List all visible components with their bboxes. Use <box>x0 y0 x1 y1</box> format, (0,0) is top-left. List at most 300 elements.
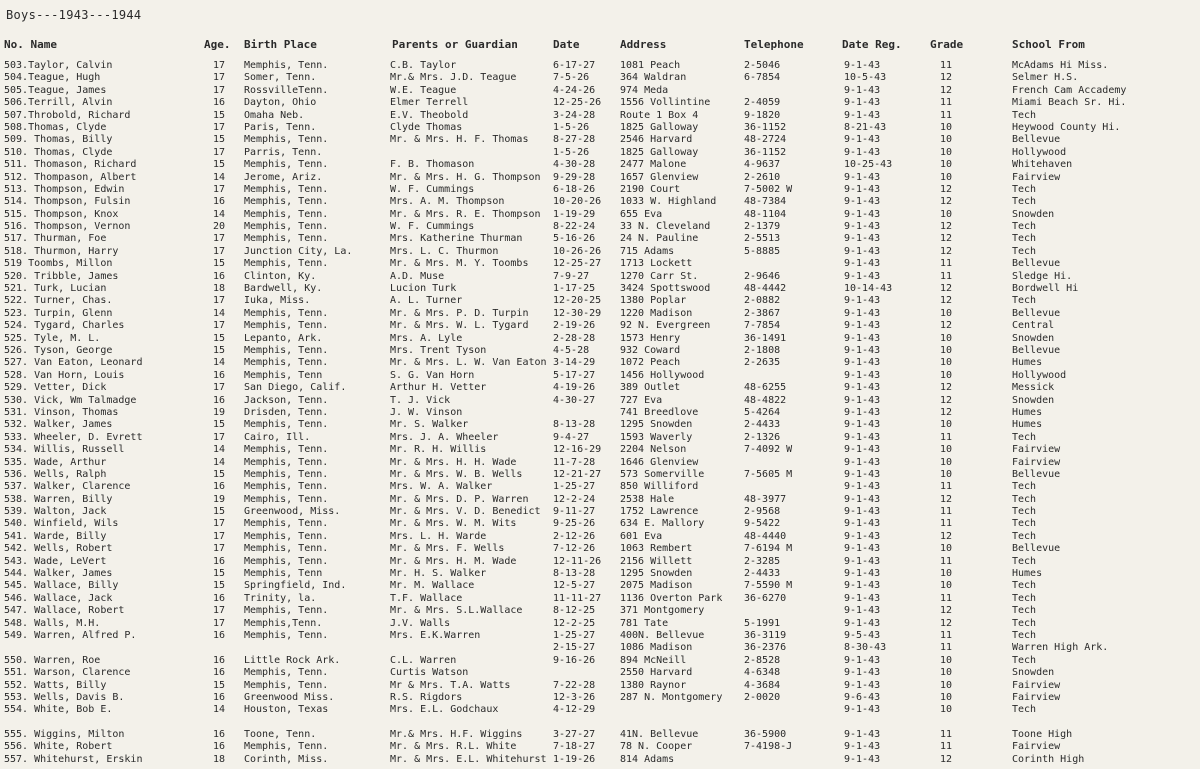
date-registered: 9-1-43 <box>844 456 881 468</box>
address: 814 Adams <box>620 753 675 765</box>
date-registered: 9-1-43 <box>844 530 881 542</box>
address: 715 Adams <box>620 245 675 257</box>
date-registered: 9-1-43 <box>844 431 881 443</box>
table-row <box>0 506 1200 518</box>
address: 727 Eva <box>620 394 663 406</box>
birth-date: 12-11-26 <box>553 555 602 567</box>
grade: 11 <box>939 555 953 567</box>
student-age: 17 <box>212 233 226 245</box>
grade: 10 <box>939 654 953 666</box>
birth-place: Lepanto, Ark. <box>244 332 323 344</box>
birth-date: 12-20-25 <box>553 295 602 307</box>
grade: 10 <box>939 121 953 133</box>
birth-place: Memphis, Tenn. <box>244 307 329 319</box>
birth-place: Greenwood, Miss. <box>244 506 341 518</box>
student-name: 514. Thompson, Fulsin <box>4 196 131 208</box>
birth-date: 8-27-28 <box>553 134 596 146</box>
table-row <box>0 642 1200 654</box>
birth-date: 4-30-27 <box>553 394 596 406</box>
school-from: Bellevue <box>1012 344 1061 356</box>
parent-guardian: Mr.& Mrs. H.F. Wiggins <box>390 729 523 741</box>
birth-place: Memphis,Tenn. <box>244 617 323 629</box>
parent-guardian: Clyde Thomas <box>390 121 463 133</box>
address: 850 Williford <box>620 481 699 493</box>
birth-date: 9-4-27 <box>553 431 590 443</box>
date-registered: 9-1-43 <box>844 183 881 195</box>
school-from: Tech <box>1012 196 1037 208</box>
parent-guardian: Mr. & Mrs. L. W. Van Eaton <box>390 357 547 369</box>
telephone: 2-5046 <box>744 60 781 71</box>
parent-guardian: Mr.& Mrs. J.D. Teague <box>390 72 517 84</box>
birth-place: Clinton, Ky. <box>244 270 317 282</box>
address: 1825 Galloway <box>620 146 699 158</box>
parent-guardian: W. F. Cummings <box>390 183 475 195</box>
parent-guardian: A.D. Muse <box>390 270 445 282</box>
student-age: 15 <box>212 568 226 580</box>
birth-place: Springfield, Ind. <box>244 580 347 592</box>
table-row <box>0 221 1200 233</box>
date-registered: 9-1-43 <box>844 171 881 183</box>
school-from: Fairview <box>1012 691 1061 703</box>
student-name: 509. Thomas, Billy <box>4 134 113 146</box>
telephone: 48-2724 <box>744 134 787 146</box>
school-from: Warren High Ark. <box>1012 642 1109 654</box>
date-registered: 9-1-43 <box>844 419 881 431</box>
birth-place: Cairo, Ill. <box>244 431 311 443</box>
date-registered: 9-1-43 <box>844 679 881 691</box>
address: 2477 Malone <box>620 159 687 171</box>
student-name: 523. Turpin, Glenn <box>4 307 113 319</box>
birth-date: 12-5-27 <box>553 580 596 592</box>
table-row <box>0 717 1200 729</box>
parent-guardian: Mrs. Trent Tyson <box>390 344 487 356</box>
address: 371 Montgomery <box>620 605 705 617</box>
student-name: 538. Warren, Billy <box>4 493 113 505</box>
address: 1081 Peach <box>620 60 681 71</box>
student-age: 17 <box>212 295 226 307</box>
page-title: Boys---1943---1944 <box>6 8 142 22</box>
school-from: Tech <box>1012 592 1037 604</box>
birth-place: Corinth, Miss. <box>244 753 329 765</box>
telephone: 9-5422 <box>744 518 781 530</box>
birth-date: 6-17-27 <box>553 60 596 71</box>
date-registered: 9-1-43 <box>844 741 881 753</box>
parent-guardian: Mr. & Mrs. W. L. Tygard <box>390 320 529 332</box>
telephone: 7-5002 W <box>744 183 793 195</box>
student-name: 542. Wells, Robert <box>4 543 113 555</box>
birth-date: 9-29-28 <box>553 171 596 183</box>
student-age: 16 <box>212 97 226 109</box>
student-name: 536. Wells, Ralph <box>4 468 107 480</box>
grade: 11 <box>939 60 953 71</box>
grade: 12 <box>939 245 953 257</box>
student-age: 18 <box>212 753 226 765</box>
school-from: Hollywood <box>1012 146 1067 158</box>
parent-guardian: Mrs. E.L. Godchaux <box>390 704 499 716</box>
date-registered: 9-1-43 <box>844 729 881 741</box>
date-registered: 9-1-43 <box>844 444 881 456</box>
school-from: Fairview <box>1012 741 1061 753</box>
student-name: 537. Walker, Clarence <box>4 481 131 493</box>
birth-date: 6-18-26 <box>553 183 596 195</box>
student-name: 541. Warde, Billy <box>4 530 107 542</box>
birth-date: 10-20-26 <box>553 196 602 208</box>
date-registered: 9-1-43 <box>844 580 881 592</box>
student-name: 507.Throbold, Richard <box>4 109 131 121</box>
birth-place: Memphis, Tenn. <box>244 468 329 480</box>
telephone: 2-1808 <box>744 344 781 356</box>
telephone: 7-7854 <box>744 320 781 332</box>
birth-place: Memphis, Tenn. <box>244 530 329 542</box>
student-age: 14 <box>212 357 226 369</box>
address: 2190 Court <box>620 183 681 195</box>
student-age: 14 <box>212 171 226 183</box>
table-row <box>0 159 1200 171</box>
grade: 10 <box>939 344 953 356</box>
birth-date: 7-12-26 <box>553 543 596 555</box>
school-from: Corinth High <box>1012 753 1085 765</box>
birth-date: 1-25-27 <box>553 629 596 641</box>
address: 1270 Carr St. <box>620 270 699 282</box>
birth-place: Memphis, Tenn. <box>244 741 329 753</box>
school-from: Tech <box>1012 295 1037 307</box>
student-name: 531. Vinson, Thomas <box>4 406 119 418</box>
address: 894 McNeill <box>620 654 687 666</box>
telephone: 2-2635 <box>744 357 781 369</box>
birth-date: 12-30-29 <box>553 307 602 319</box>
parent-guardian: Mr. & Mrs. H. M. Wade <box>390 555 517 567</box>
parent-guardian: Lucion Turk <box>390 283 457 295</box>
date-registered: 9-1-43 <box>844 320 881 332</box>
school-from: Fairview <box>1012 679 1061 691</box>
telephone: 7-5590 M <box>744 580 793 592</box>
student-name: 529. Vetter, Dick <box>4 382 107 394</box>
school-from: Humes <box>1012 406 1043 418</box>
table-row <box>0 85 1200 97</box>
student-name: 550. Warren, Roe <box>4 654 101 666</box>
student-name: 504.Teague, Hugh <box>4 72 101 84</box>
parent-guardian: C.B. Taylor <box>390 60 457 71</box>
student-name: 548. Walls, M.H. <box>4 617 101 629</box>
student-name: 513. Thompson, Edwin <box>4 183 125 195</box>
student-name: 547. Wallace, Robert <box>4 605 125 617</box>
telephone: 2-0020 <box>744 691 781 703</box>
telephone: 5-1991 <box>744 617 781 629</box>
birth-place: Memphis, Tenn. <box>244 456 329 468</box>
date-registered: 9-1-43 <box>844 382 881 394</box>
telephone: 2-3285 <box>744 555 781 567</box>
grade: 11 <box>939 258 953 270</box>
parent-guardian: Mr. & Mrs. D. P. Warren <box>390 493 529 505</box>
school-from: Snowden <box>1012 332 1055 344</box>
school-from: Tech <box>1012 221 1037 233</box>
school-from: Tech <box>1012 431 1037 443</box>
student-name: 552. Watts, Billy <box>4 679 107 691</box>
birth-date: 5-16-26 <box>553 233 596 245</box>
address: 1380 Raynor <box>620 679 687 691</box>
telephone: 36-1152 <box>744 146 787 158</box>
address: 1713 Lockett <box>620 258 693 270</box>
student-age: 16 <box>212 667 226 679</box>
student-age: 14 <box>212 307 226 319</box>
parent-guardian: S. G. Van Horn <box>390 369 475 381</box>
student-age: 17 <box>212 320 226 332</box>
birth-place: Memphis, Tenn. <box>244 357 329 369</box>
birth-place: Memphis, Tenn. <box>244 183 329 195</box>
student-age: 14 <box>212 704 226 716</box>
table-row <box>0 407 1200 419</box>
table-row <box>0 209 1200 221</box>
table-row <box>0 419 1200 431</box>
school-from: Tech <box>1012 654 1037 666</box>
date-registered: 9-1-43 <box>844 654 881 666</box>
student-age: 18 <box>212 283 226 295</box>
date-registered: 9-1-43 <box>844 245 881 257</box>
birth-place: Greenwood Miss. <box>244 691 335 703</box>
grade: 10 <box>939 307 953 319</box>
telephone: 48-1104 <box>744 208 787 220</box>
parent-guardian: Mrs. E.K.Warren <box>390 629 481 641</box>
birth-date: 8-13-28 <box>553 568 596 580</box>
student-age: 17 <box>212 530 226 542</box>
telephone: 48-4442 <box>744 283 787 295</box>
table-row <box>0 172 1200 184</box>
table-row <box>0 370 1200 382</box>
school-from: Whitehaven <box>1012 159 1073 171</box>
parent-guardian: Mr & Mrs. T.A. Watts <box>390 679 511 691</box>
date-registered: 9-1-43 <box>844 357 881 369</box>
address: 78 N. Cooper <box>620 741 693 753</box>
grade: 11 <box>939 506 953 518</box>
address: 1295 Snowden <box>620 568 693 580</box>
grade: 10 <box>939 134 953 146</box>
student-age: 16 <box>212 555 226 567</box>
birth-date: 1-5-26 <box>553 146 590 158</box>
grade: 11 <box>939 109 953 121</box>
table-row <box>0 97 1200 109</box>
grade: 11 <box>939 97 953 109</box>
student-age: 16 <box>212 741 226 753</box>
birth-place: Junction City, La. <box>244 245 353 257</box>
birth-place: Paris, Tenn. <box>244 121 317 133</box>
birth-place: Jerome, Ariz. <box>244 171 323 183</box>
student-age: 16 <box>212 481 226 493</box>
parent-guardian: Mr. & Mrs. F. Wells <box>390 543 505 555</box>
student-name: 525. Tyle, M. L. <box>4 332 101 344</box>
telephone: 2-5513 <box>744 233 781 245</box>
address: 2550 Harvard <box>620 667 693 679</box>
birth-date: 8-13-28 <box>553 419 596 431</box>
telephone: 7-6194 M <box>744 543 793 555</box>
grade: 12 <box>939 617 953 629</box>
address: 1086 Madison <box>620 642 693 654</box>
birth-date: 11-7-28 <box>553 456 596 468</box>
school-from: Tech <box>1012 530 1037 542</box>
table-row <box>0 444 1200 456</box>
address: 24 N. Pauline <box>620 233 699 245</box>
date-registered: 9-1-43 <box>844 344 881 356</box>
student-age: 19 <box>212 406 226 418</box>
table-row <box>0 246 1200 258</box>
birth-place: Memphis, Tenn. <box>244 605 329 617</box>
school-from: Fairview <box>1012 444 1061 456</box>
grade: 12 <box>939 320 953 332</box>
date-registered: 9-1-43 <box>844 97 881 109</box>
table-row <box>0 457 1200 469</box>
school-from: Miami Beach Sr. Hi. <box>1012 97 1127 109</box>
parent-guardian: Mr. & Mrs. E.L. Whitehurst <box>390 753 547 765</box>
birth-date: 3-14-29 <box>553 357 596 369</box>
student-age: 16 <box>212 691 226 703</box>
birth-place: Drisden, Tenn. <box>244 406 329 418</box>
birth-place: Memphis, Tenn. <box>244 629 329 641</box>
table-row <box>0 345 1200 357</box>
address: 92 N. Evergreen <box>620 320 711 332</box>
school-from: Tech <box>1012 605 1037 617</box>
table-row <box>0 655 1200 667</box>
grade: 10 <box>939 332 953 344</box>
birth-date: 12-25-26 <box>553 97 602 109</box>
parent-guardian: Mrs. L. C. Thurmon <box>390 245 499 257</box>
student-age: 15 <box>212 332 226 344</box>
telephone: 36-2376 <box>744 642 787 654</box>
birth-date: 3-27-27 <box>553 729 596 741</box>
date-registered: 9-1-43 <box>844 506 881 518</box>
student-age: 17 <box>212 245 226 257</box>
table-row <box>0 233 1200 245</box>
school-from: Bellevue <box>1012 468 1061 480</box>
date-registered: 9-1-43 <box>844 468 881 480</box>
student-age: 16 <box>212 629 226 641</box>
student-name: 551. Warson, Clarence <box>4 667 131 679</box>
grade: 12 <box>939 406 953 418</box>
table-row <box>0 667 1200 679</box>
header-birth-place: Birth Place <box>244 38 317 51</box>
student-age: 15 <box>212 159 226 171</box>
birth-date: 1-25-27 <box>553 481 596 493</box>
birth-date: 4-24-26 <box>553 84 596 96</box>
telephone: 4-3684 <box>744 679 781 691</box>
birth-place: Little Rock Ark. <box>244 654 341 666</box>
address: 364 Waldran <box>620 72 687 84</box>
date-registered: 9-1-43 <box>844 146 881 158</box>
student-name: 516. Thompson, Vernon <box>4 221 131 233</box>
birth-date: 12-2-24 <box>553 493 596 505</box>
header-age: Age. <box>204 38 231 51</box>
table-row <box>0 134 1200 146</box>
grade: 11 <box>939 518 953 530</box>
birth-date: 7-9-27 <box>553 270 590 282</box>
address: 573 Somerville <box>620 468 705 480</box>
date-registered: 9-1-43 <box>844 493 881 505</box>
telephone: 36-5900 <box>744 729 787 741</box>
header-school-from: School From <box>1012 38 1085 51</box>
address: 1456 Hollywood <box>620 369 705 381</box>
student-age: 15 <box>212 134 226 146</box>
address: 1573 Henry <box>620 332 681 344</box>
birth-place: Memphis, Tenn. <box>244 679 329 691</box>
address: 33 N. Cleveland <box>620 221 711 233</box>
table-row <box>0 580 1200 592</box>
date-registered: 9-1-43 <box>844 481 881 493</box>
birth-place: Memphis, Tenn. <box>244 493 329 505</box>
birth-date: 1-19-26 <box>553 753 596 765</box>
grade: 12 <box>939 84 953 96</box>
student-name: 524. Tygard, Charles <box>4 320 125 332</box>
birth-place: Memphis, Tenn. <box>244 208 329 220</box>
grade: 12 <box>939 753 953 765</box>
student-name: 544. Walker, James <box>4 568 113 580</box>
student-list <box>0 60 1200 766</box>
birth-place: Somer, Tenn. <box>244 72 317 84</box>
student-age: 16 <box>212 592 226 604</box>
student-age: 17 <box>212 382 226 394</box>
student-name: 520. Tribble, James <box>4 270 119 282</box>
telephone: 36-1152 <box>744 121 787 133</box>
school-from: Messick <box>1012 382 1055 394</box>
grade: 12 <box>939 283 953 295</box>
parent-guardian: T.F. Wallace <box>390 592 463 604</box>
school-from: Bellevue <box>1012 307 1061 319</box>
grade: 10 <box>939 456 953 468</box>
telephone: 5-4264 <box>744 406 781 418</box>
birth-date: 10-26-26 <box>553 245 602 257</box>
address: 1593 Waverly <box>620 431 693 443</box>
parent-guardian: Mrs. Katherine Thurman <box>390 233 523 245</box>
student-name: 521. Turk, Lucian <box>4 283 107 295</box>
parent-guardian: Mr. & Mrs. R. E. Thompson <box>390 208 541 220</box>
telephone: 2-1326 <box>744 431 781 443</box>
address: Route 1 Box 4 <box>620 109 699 121</box>
birth-place: Bardwell, Ky. <box>244 283 323 295</box>
birth-place: Memphis, Tenn. <box>244 543 329 555</box>
parent-guardian: Mrs. W. A. Walker <box>390 481 493 493</box>
header-parents: Parents or Guardian <box>392 38 518 51</box>
address: 41N. Bellevue <box>620 729 699 741</box>
date-registered: 9-1-43 <box>844 617 881 629</box>
grade: 10 <box>939 419 953 431</box>
student-age: 14 <box>212 444 226 456</box>
telephone: 2-1379 <box>744 221 781 233</box>
address: 3424 Spottswood <box>620 283 711 295</box>
student-age: 17 <box>212 518 226 530</box>
date-registered: 9-1-43 <box>844 109 881 121</box>
telephone: 2-9646 <box>744 270 781 282</box>
telephone: 2-8528 <box>744 654 781 666</box>
date-registered: 9-1-43 <box>844 753 881 765</box>
table-row <box>0 395 1200 407</box>
address: 974 Meda <box>620 84 669 96</box>
parent-guardian: Mr. & Mrs. P. D. Turpin <box>390 307 529 319</box>
date-registered: 9-1-43 <box>844 196 881 208</box>
telephone: 2-0882 <box>744 295 781 307</box>
birth-date: 8-22-24 <box>553 221 596 233</box>
birth-date: 2-28-28 <box>553 332 596 344</box>
birth-date: 2-19-26 <box>553 320 596 332</box>
student-name: 539. Walton, Jack <box>4 506 107 518</box>
grade: 11 <box>939 431 953 443</box>
parent-guardian: A. L. Turner <box>390 295 463 307</box>
birth-place: Jackson, Tenn. <box>244 394 329 406</box>
student-name: 540. Winfield, Wils <box>4 518 119 530</box>
table-row <box>0 196 1200 208</box>
student-name: 545. Wallace, Billy <box>4 580 119 592</box>
address: 1556 Vollintine <box>620 97 711 109</box>
telephone: 6-7854 <box>744 72 781 84</box>
telephone: 2-4059 <box>744 97 781 109</box>
telephone: 7-4198-J <box>744 741 793 753</box>
birth-date: 5-17-27 <box>553 369 596 381</box>
